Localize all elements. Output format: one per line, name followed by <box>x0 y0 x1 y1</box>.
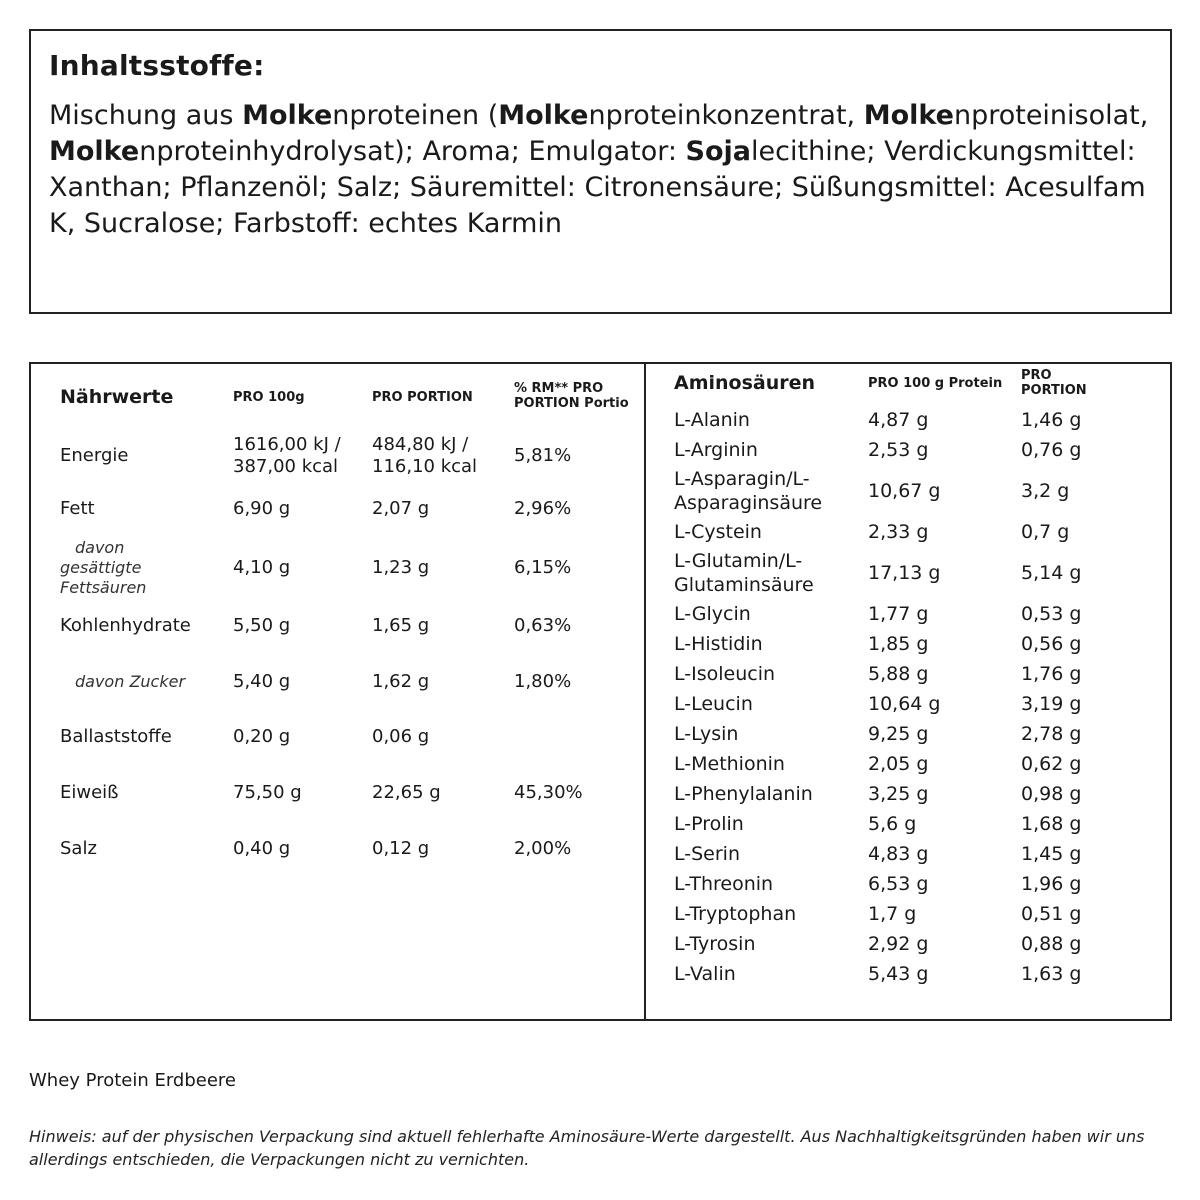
amino-per100: 5,6 g <box>868 813 917 835</box>
amino-name: L-Lysin <box>674 723 739 745</box>
nutrition-per100: 5,50 g <box>233 615 291 636</box>
ingredients-segment: lecithine; Verdickungsmittel: Xanthan; Pflanzenöl; Salz; Säuremittel: Citronensäure; Süßungsmittel: Acesulfam K, Sucralose; Farbstoff: echtes Karmin <box>49 136 1146 239</box>
nutrition-portion: 2,07 g <box>372 498 430 519</box>
amino-col-portion-line2: PORTION <box>1021 383 1087 398</box>
amino-per100: 5,43 g <box>868 963 929 985</box>
amino-portion: 0,7 g <box>1021 521 1070 543</box>
nutrition-per100: 5,40 g <box>233 671 291 692</box>
nutrition-portion: 484,80 kJ / <box>372 434 469 455</box>
amino-per100: 5,88 g <box>868 663 929 685</box>
ingredients-segment: Mischung aus <box>49 100 243 131</box>
nutrition-portion: 22,65 g <box>372 782 441 803</box>
amino-portion: 1,45 g <box>1021 843 1082 865</box>
amino-portion: 0,62 g <box>1021 753 1082 775</box>
amino-portion: 0,53 g <box>1021 603 1082 625</box>
ingredients-text <box>49 98 1152 242</box>
nutrition-col-rm-line1: % RM** PRO <box>514 381 604 396</box>
amino-name: L-Methionin <box>674 753 785 775</box>
allergen-highlight: Molke <box>498 100 589 131</box>
amino-per100: 1,7 g <box>868 903 917 925</box>
amino-per100: 6,53 g <box>868 873 929 895</box>
nutrition-portion: 1,23 g <box>372 557 430 578</box>
nutrition-label: Fettsäuren <box>60 578 147 597</box>
amino-per100: 3,25 g <box>868 783 929 805</box>
nutrition-title: Nährwerte <box>60 386 174 408</box>
amino-col-per100: PRO 100 g Protein <box>868 376 1003 391</box>
nutrition-label: Energie <box>60 445 129 466</box>
nutrition-portion: 0,12 g <box>372 838 430 859</box>
hint-note: Hinweis: auf der physischen Verpackung sind aktuell fehlerhafte Aminosäure-Werte dargestellt. Aus Nachhaltigkeitsgründen haben wir uns allerdings entschieden, die Verpackungen nicht zu vernichten. <box>29 1127 1145 1169</box>
nutrition-portion: 1,65 g <box>372 615 430 636</box>
nutrition-col-per100: PRO 100g <box>233 390 305 405</box>
nutrition-per100: 4,10 g <box>233 557 291 578</box>
ingredients-box <box>29 29 1172 314</box>
amino-per100: 1,77 g <box>868 603 929 625</box>
amino-portion: 1,46 g <box>1021 409 1082 431</box>
ingredients-segment: nproteinen ( <box>332 100 499 131</box>
ingredients-segment: nproteinisolat, <box>953 100 1149 131</box>
amino-name: L-Leucin <box>674 693 753 715</box>
product-name: Whey Protein Erdbeere <box>29 1070 237 1091</box>
nutrition-portion: 1,62 g <box>372 671 430 692</box>
amino-portion: 0,51 g <box>1021 903 1082 925</box>
amino-name: L-Histidin <box>674 633 763 655</box>
amino-name: L-Valin <box>674 963 736 985</box>
amino-name: L-Tryptophan <box>674 903 797 925</box>
amino-per100: 9,25 g <box>868 723 929 745</box>
nutrition-label: Eiweiß <box>60 782 119 803</box>
amino-col-portion-line1: PRO <box>1021 368 1052 383</box>
amino-portion: 3,19 g <box>1021 693 1082 715</box>
nutrition-col-rm-line2: PORTION Portio <box>514 396 629 411</box>
amino-per100: 2,53 g <box>868 439 929 461</box>
amino-portion: 1,63 g <box>1021 963 1082 985</box>
amino-name: L-Cystein <box>674 521 762 543</box>
nutrition-label: davon Zucker <box>75 672 186 691</box>
nutrition-label: Fett <box>60 498 95 519</box>
amino-name: L-Tyrosin <box>674 933 756 955</box>
amino-portion: 0,88 g <box>1021 933 1082 955</box>
amino-portion: 1,76 g <box>1021 663 1082 685</box>
nutrition-per100: 75,50 g <box>233 782 302 803</box>
ingredients-segment: nproteinhydrolysat); Aroma; Emulgator: <box>139 136 686 167</box>
amino-per100: 1,85 g <box>868 633 929 655</box>
amino-name: L-Serin <box>674 843 740 865</box>
nutrition-portion: 0,06 g <box>372 726 430 747</box>
amino-portion: 5,14 g <box>1021 562 1082 584</box>
amino-per100: 17,13 g <box>868 562 941 584</box>
nutrition-per100: 0,40 g <box>233 838 291 859</box>
nutrition-amino-box <box>29 362 1172 1021</box>
amino-name: L-Asparagin/L- <box>674 468 810 490</box>
amino-title: Aminosäuren <box>674 372 816 394</box>
nutrition-per100: 387,00 kcal <box>233 456 339 477</box>
allergen-highlight: Soja <box>685 136 752 167</box>
nutrition-per100: 1616,00 kJ / <box>233 434 341 455</box>
nutrition-rm: 1,80% <box>514 671 572 692</box>
amino-per100: 2,92 g <box>868 933 929 955</box>
nutrition-label: Ballaststoffe <box>60 726 172 747</box>
nutrition-per100: 0,20 g <box>233 726 291 747</box>
nutrition-label: Salz <box>60 838 97 859</box>
amino-portion: 0,76 g <box>1021 439 1082 461</box>
amino-per100: 2,05 g <box>868 753 929 775</box>
amino-name: L-Arginin <box>674 439 758 461</box>
amino-name: Glutaminsäure <box>674 574 814 596</box>
amino-name: Asparaginsäure <box>674 492 823 514</box>
amino-name: L-Glycin <box>674 603 751 625</box>
nutrition-col-rm <box>514 381 629 411</box>
amino-portion: 0,98 g <box>1021 783 1082 805</box>
amino-portion: 2,78 g <box>1021 723 1082 745</box>
amino-name: L-Threonin <box>674 873 774 895</box>
allergen-highlight: Molke <box>49 136 140 167</box>
amino-portion: 1,96 g <box>1021 873 1082 895</box>
amino-name: L-Alanin <box>674 409 750 431</box>
nutrition-label: gesättigte <box>60 558 142 577</box>
nutrition-per100: 6,90 g <box>233 498 291 519</box>
ingredients-segment: nproteinkonzentrat, <box>588 100 864 131</box>
amino-name: L-Prolin <box>674 813 744 835</box>
allergen-highlight: Molke <box>242 100 333 131</box>
nutrition-label: davon <box>75 538 125 557</box>
amino-col-portion <box>1021 368 1087 398</box>
amino-name: L-Phenylalanin <box>674 783 813 805</box>
nutrition-rm: 2,96% <box>514 498 572 519</box>
amino-per100: 2,33 g <box>868 521 929 543</box>
amino-name: L-Isoleucin <box>674 663 776 685</box>
amino-name: L-Glutamin/L- <box>674 550 803 572</box>
nutrition-rm: 5,81% <box>514 445 572 466</box>
amino-per100: 10,67 g <box>868 480 941 502</box>
amino-portion: 0,56 g <box>1021 633 1082 655</box>
nutrition-rm: 45,30% <box>514 782 583 803</box>
ingredients-title: Inhaltsstoffe: <box>49 49 265 82</box>
nutrition-portion: 116,10 kcal <box>372 456 478 477</box>
amino-per100: 4,83 g <box>868 843 929 865</box>
nutrition-label: Kohlenhydrate <box>60 615 191 636</box>
amino-per100: 10,64 g <box>868 693 941 715</box>
nutrition-rm: 0,63% <box>514 615 572 636</box>
nutrition-col-portion: PRO PORTION <box>372 390 473 405</box>
amino-portion: 1,68 g <box>1021 813 1082 835</box>
amino-per100: 4,87 g <box>868 409 929 431</box>
nutrition-rm: 6,15% <box>514 557 572 578</box>
column-divider <box>644 364 646 1019</box>
nutrition-rm: 2,00% <box>514 838 572 859</box>
amino-portion: 3,2 g <box>1021 480 1070 502</box>
allergen-highlight: Molke <box>863 100 954 131</box>
